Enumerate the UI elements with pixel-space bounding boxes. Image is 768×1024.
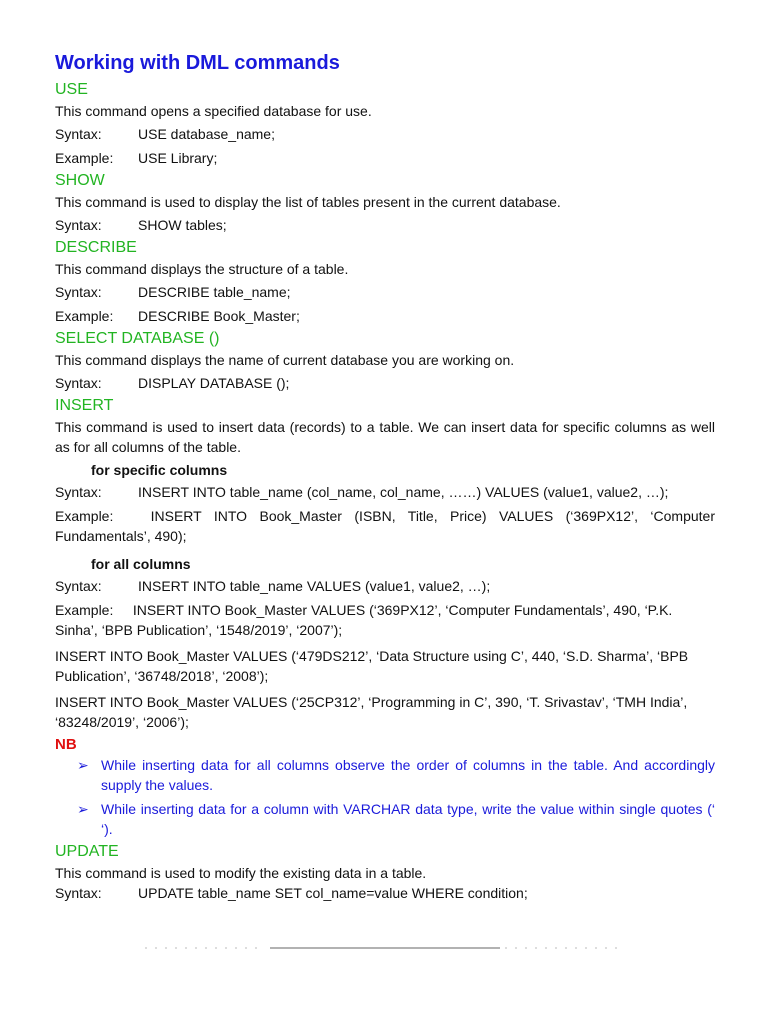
insert-specific-example-text: INSERT INTO Book_Master (ISBN, Title, Price) VALUES (‘369PX12’, ‘Computer Fundamentals’, 490); — [55, 508, 716, 544]
example-label: Example: — [55, 308, 114, 324]
insert-all-example — [55, 600, 715, 640]
describe-example: DESCRIBE Book_Master; — [138, 308, 300, 324]
syntax-label: Syntax: — [55, 126, 102, 142]
syntax-label: Syntax: — [55, 578, 102, 594]
nb-label: NB — [55, 736, 77, 753]
describe-description: This command displays the structure of a table. — [55, 261, 349, 277]
syntax-label: Syntax: — [55, 885, 102, 901]
update-syntax: UPDATE table_name SET col_name=value WHERE condition; — [138, 885, 528, 901]
use-description: This command opens a specified database for use. — [55, 103, 372, 119]
footer-divider — [145, 945, 625, 951]
nb-item-text: While inserting data for all columns observe the order of columns in the table. And accordingly supply the values. — [101, 757, 715, 793]
describe-heading: DESCRIBE — [55, 239, 137, 256]
select-database-heading: SELECT DATABASE () — [55, 330, 220, 347]
show-heading: SHOW — [55, 172, 105, 189]
example-label: Example: — [55, 150, 114, 166]
use-syntax-row — [55, 124, 715, 144]
use-syntax: USE database_name; — [138, 126, 275, 142]
insert-specific-syntax-row — [55, 482, 715, 502]
insert-all-syntax: INSERT INTO table_name VALUES (value1, value2, …); — [138, 578, 491, 594]
use-example: USE Library; — [138, 150, 218, 166]
example-label: Example: — [55, 508, 114, 524]
nb-list — [55, 755, 715, 839]
use-example-row — [55, 148, 715, 168]
page-title: Working with DML commands — [55, 52, 340, 74]
update-syntax-row — [55, 883, 715, 903]
describe-syntax: DESCRIBE table_name; — [138, 284, 291, 300]
syntax-label: Syntax: — [55, 484, 102, 500]
insert-specific-example — [55, 506, 715, 546]
show-syntax: SHOW tables; — [138, 217, 227, 233]
specific-columns-heading: for specific columns — [91, 462, 228, 478]
select-database-syntax-row — [55, 373, 715, 393]
insert-extra-example-1: INSERT INTO Book_Master VALUES (‘479DS212’, ‘Data Structure using C’, 440, ‘S.D. Sharma’, ‘BPB Publication’, ‘36748/2018’, ‘2008’); — [55, 648, 689, 684]
arrow-bullet-icon: ➢ — [77, 801, 89, 817]
use-heading: USE — [55, 81, 88, 98]
arrow-bullet-icon: ➢ — [77, 757, 89, 773]
nb-item-text: While inserting data for a column with VARCHAR data type, write the value within single quotes (‘ ‘). — [101, 801, 715, 837]
describe-syntax-row — [55, 282, 715, 302]
insert-all-example-text: INSERT INTO Book_Master VALUES (‘369PX12’, ‘Computer Fundamentals’, 490, ‘P.K. Sinha’, ‘BPB Publication’, ‘1548/2019’, ‘2007’); — [55, 602, 673, 638]
show-description: This command is used to display the list of tables present in the current database. — [55, 194, 561, 210]
insert-extra-example-2: INSERT INTO Book_Master VALUES (‘25CP312’, ‘Programming in C’, 390, ‘T. Srivastav’, ‘TMH India’, ‘83248/2019’, ‘2006’); — [55, 694, 688, 730]
list-item — [55, 755, 715, 795]
example-label: Example: — [55, 602, 114, 618]
show-syntax-row — [55, 215, 715, 235]
document-page — [55, 52, 715, 907]
select-database-syntax: DISPLAY DATABASE (); — [138, 375, 290, 391]
insert-heading: INSERT — [55, 397, 114, 414]
select-database-description: This command displays the name of current database you are working on. — [55, 352, 515, 368]
update-heading: UPDATE — [55, 843, 119, 860]
insert-all-syntax-row — [55, 576, 715, 596]
describe-example-row — [55, 306, 715, 326]
syntax-label: Syntax: — [55, 284, 102, 300]
syntax-label: Syntax: — [55, 375, 102, 391]
list-item — [55, 799, 715, 839]
insert-description: This command is used to insert data (records) to a table. We can insert data for specific columns as well as for all columns of the table. — [55, 419, 715, 455]
syntax-label: Syntax: — [55, 217, 102, 233]
insert-specific-syntax: INSERT INTO table_name (col_name, col_name, ……) VALUES (value1, value2, …); — [138, 484, 669, 500]
all-columns-heading: for all columns — [91, 556, 191, 572]
update-description: This command is used to modify the existing data in a table. — [55, 865, 427, 881]
